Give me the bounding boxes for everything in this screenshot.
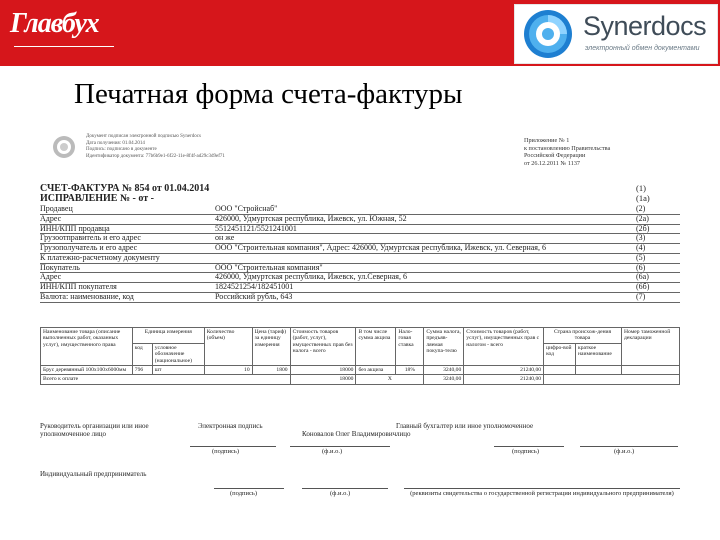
field-label: ИНН/КПП покупателя [40, 282, 117, 291]
accountant-fio-caption: (ф.и.о.) [614, 448, 635, 455]
meta-line: Подпись: подписано в документе [86, 147, 157, 152]
entrepreneur-label: Индивидуальный предприниматель [40, 470, 147, 478]
field-value: он же [215, 233, 235, 243]
cell-cost-novat: 18000 [290, 366, 356, 375]
registration-caption: (реквизиты свидетельства о государственной регистрации индивидуального предпринимателя) [410, 490, 674, 497]
synerdocs-name: Synerdocs [583, 11, 707, 41]
cell-cost-vat: 21240,00 [464, 366, 544, 375]
field-label: Грузополучатель и его адрес [40, 243, 138, 252]
field-label: Валюта: наименование, код [40, 291, 134, 301]
cell-price: 1800 [252, 366, 290, 375]
field-code: (6) [636, 262, 646, 272]
total-excise: Х [356, 375, 424, 384]
invoice-info [40, 183, 680, 303]
field-label: ИНН/КПП продавца [40, 223, 110, 233]
col-header: Количество (объем) [204, 328, 252, 366]
field-label: К платежно-расчетному документу [40, 252, 160, 262]
field-code: (2б) [636, 223, 650, 233]
col-header: Единица измерения [132, 328, 204, 344]
field-code: (2а) [636, 213, 649, 223]
meta-line: Дата получения: 01.04.2014 [86, 140, 145, 146]
synerdocs-tagline: электронный обмен документами [585, 45, 700, 52]
col-header: Наименование товара (описание выполненных работ, оказанных услуг), имущественного права [41, 328, 133, 366]
field-code: (2) [636, 204, 646, 213]
field-code: (6б) [636, 282, 650, 291]
col-header: Сумма налога, предъяв-ляемая покупа-телю [424, 328, 464, 366]
col-header: Цена (тариф) за единицу измерения [252, 328, 290, 366]
meta-line: Идентификатор документа: 77b6b9e1-6f22-11e-8f4f-ad29c3d9ef71 [86, 153, 225, 159]
cell-unit-name: шт [152, 366, 204, 375]
header-bar [0, 0, 720, 66]
col-subheader: код [132, 343, 152, 365]
appendix-line: Приложение № 1 [524, 137, 570, 144]
field-code: (3) [636, 233, 646, 243]
head-name: Коновалов Олег Владимирович [302, 430, 397, 438]
col-header: Номер таможенной декларации [622, 328, 680, 366]
total-tax: 3240,00 [424, 375, 464, 384]
table-header-row [41, 328, 680, 344]
field-buyer-address [40, 273, 680, 283]
appendix-note [524, 137, 610, 167]
table-row [41, 366, 680, 375]
field-value: Российский рубль, 643 [215, 291, 293, 301]
field-value: ООО "Стройснаб" [215, 204, 278, 213]
correction-line: ИСПРАВЛЕНИЕ № - от - [40, 193, 154, 204]
invoice-heading [40, 183, 680, 205]
glavbukh-logo-text: Главбух [10, 8, 99, 39]
field-label: Адрес [40, 213, 62, 223]
field-value: 5512451121/5521241001 [215, 223, 297, 233]
field-label: Грузоотправитель и его адрес [40, 233, 141, 243]
field-code: (7) [636, 291, 646, 301]
invoice-title-code: (1) [636, 183, 646, 193]
appendix-line: от 26.12.2011 № 1137 [524, 159, 581, 167]
field-label: Покупатель [40, 262, 80, 272]
correction-code: (1а) [636, 193, 650, 203]
cell-tax: 3240,00 [424, 366, 464, 375]
field-buyer-inn [40, 283, 680, 293]
col-subheader: краткое наименование [576, 343, 622, 365]
field-payment-doc [40, 254, 680, 264]
cell-qty: 10 [204, 366, 252, 375]
field-value: ООО "Строительная компания", Адрес: 426000, Удмуртская республика, Ижевск, ул. Северная, 6 [215, 243, 546, 252]
col-header: Стоимость товаров (работ, услуг), имущественных прав с налогом - всего [464, 328, 544, 366]
cell-unit-code: 796 [132, 366, 152, 375]
head-label: Руководитель организации или иное уполномоченное лицо [40, 422, 149, 438]
invoice-document [18, 125, 700, 530]
field-value: 426000, Удмуртская республика, Ижевск, ул.Северная, 6 [215, 272, 407, 282]
head-sign-caption: (подпись) [212, 448, 239, 455]
col-subheader: цифро-вой код [544, 343, 576, 365]
slide-title: Печатная форма счета-фактуры [74, 78, 463, 110]
goods-table [40, 327, 680, 385]
meta-line: Документ подписан электронной подписью Synerdocs [86, 134, 201, 139]
head-electronic-sign: Электронная подпись [198, 422, 263, 430]
col-header: Страна происхож-дения товара [544, 328, 622, 344]
field-value: 1824521254/182451001 [215, 282, 294, 291]
accountant-label: Главный бухгалтер или иное уполномоченное лицо [396, 422, 534, 438]
synerdocs-circle-icon [523, 9, 573, 59]
glavbukh-logo [6, 6, 118, 56]
entrepreneur-fio-caption: (ф.и.о.) [330, 490, 351, 497]
table-total-row [41, 375, 680, 384]
total-cost-vat: 21240,00 [464, 375, 544, 384]
field-value: ООО "Строительная компания" [215, 262, 323, 272]
cell-excise: без акциза [356, 366, 396, 375]
field-value: 426000, Удмуртская республика, Ижевск, ул. Южная, 52 [215, 213, 407, 223]
cell-rate: 18% [396, 366, 424, 375]
field-currency [40, 293, 680, 303]
col-subheader: условное обозначение (национальное) [152, 343, 204, 365]
total-label: Всего к оплате [41, 375, 291, 384]
field-code: (6а) [636, 272, 649, 282]
appendix-line: Российской Федерации [524, 152, 586, 159]
field-seller-address [40, 215, 680, 225]
field-label: Продавец [40, 204, 73, 213]
field-label: Адрес [40, 272, 62, 282]
col-header: В том числе сумма акциза [356, 328, 396, 366]
field-code: (4) [636, 243, 646, 252]
cell-name: Брус деревянный 100х100х6000мм [41, 366, 133, 375]
document-stamp-icon [52, 135, 76, 159]
invoice-title: СЧЕТ-ФАКТУРА № 854 от 01.04.2014 [40, 183, 210, 194]
appendix-line: к постановлению Правительства [524, 144, 611, 152]
signature-meta [86, 134, 225, 160]
col-header: Нало-говая ставка [396, 328, 424, 366]
total-cost-novat: 18000 [290, 375, 356, 384]
field-code: (5) [636, 252, 646, 262]
col-header: Стоимость товаров (работ, услуг), имущественных прав без налога - всего [290, 328, 356, 366]
synerdocs-logo [514, 4, 718, 64]
accountant-sign-caption: (подпись) [512, 448, 539, 455]
head-fio-caption: (ф.и.о.) [322, 448, 343, 455]
entrepreneur-sign-caption: (подпись) [230, 490, 257, 497]
